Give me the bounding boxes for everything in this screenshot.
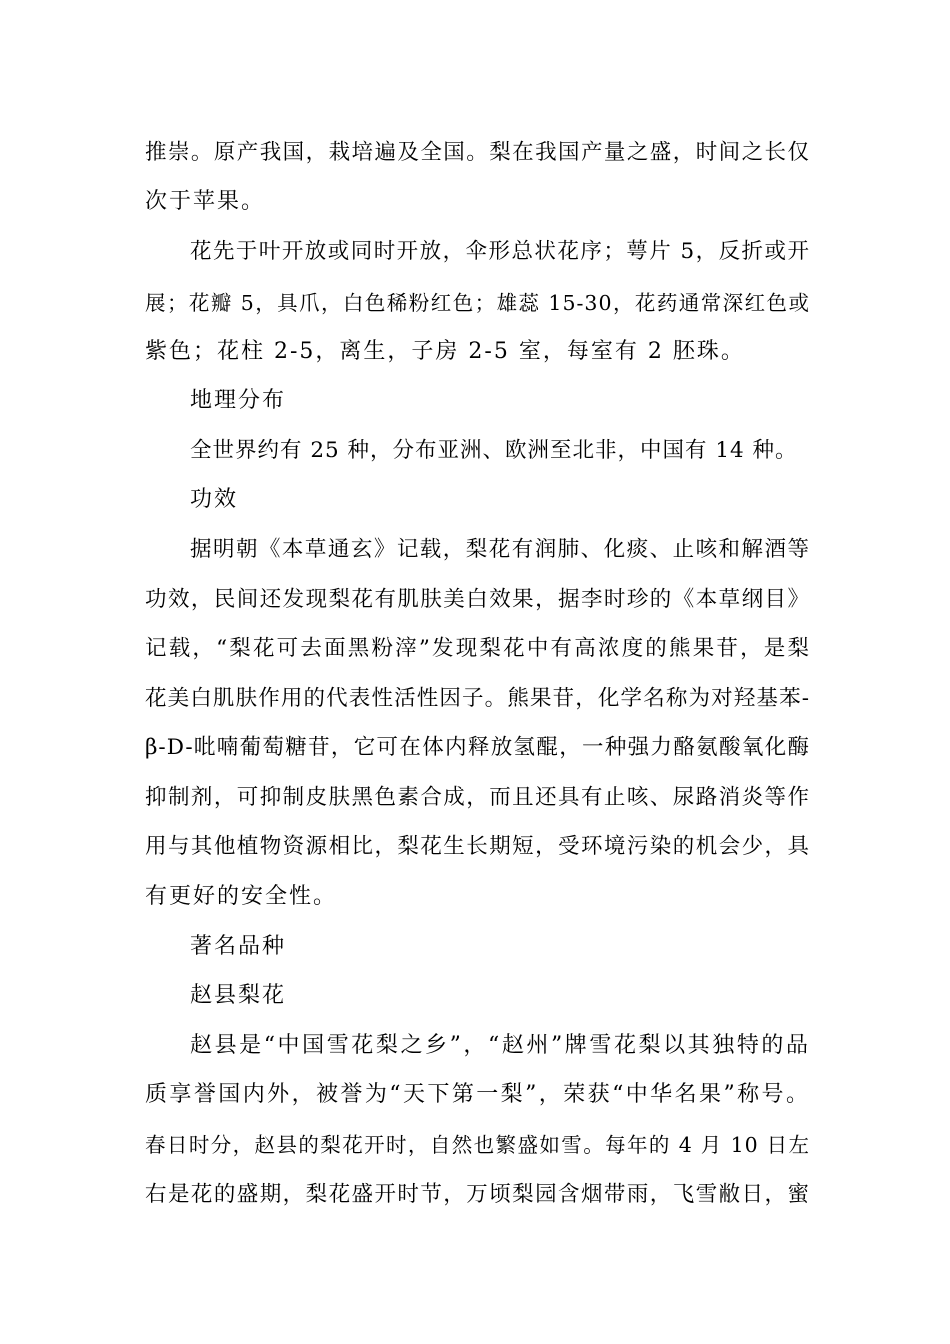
text-line: 有更好的安全性。 (145, 884, 338, 909)
text-line: 推崇。原产我国，栽培遍及全国。梨在我国产量之盛，时间之长仅 (145, 140, 810, 165)
text-line: 右是花的盛期，梨花盛开时节，万顷梨园含烟带雨，飞雪敝日，蜜 (145, 1182, 810, 1207)
text-line: 花美白肌肤作用的代表性活性因子。熊果苷，化学名称为对羟基苯- (145, 686, 810, 711)
text-line: 花先于叶开放或同时开放，伞形总状花序；萼片 5，反折或开 (190, 239, 810, 264)
text-line: 据明朝《本草通玄》记载，梨花有润肺、化痰、止咳和解酒等 (190, 537, 810, 562)
section-heading: 功效 (190, 487, 239, 512)
section-heading: 著名品种 (190, 934, 287, 959)
text-line: 次于苹果。 (145, 189, 266, 214)
text-line: 抑制剂，可抑制皮肤黑色素合成，而且还具有止咳、尿路消炎等作 (145, 785, 810, 810)
text-line: 展；花瓣 5，具爪，白色稀粉红色；雄蕊 15-30，花药通常深红色或 (145, 291, 810, 315)
text-line: 记载，“梨花可去面黑粉滓”发现梨花中有高浓度的熊果苷，是梨 (145, 636, 810, 661)
text-line: 赵县是“中国雪花梨之乡”，“赵州”牌雪花梨以其独特的品 (190, 1033, 810, 1058)
text-line: 紫色；花柱 2-5，离生，子房 2-5 室，每室有 2 胚珠。 (145, 339, 745, 364)
subsection-heading: 赵县梨花 (190, 983, 287, 1008)
text-line: 质享誉国内外，被誉为“天下第一梨”，荣获“中华名果”称号。 (145, 1082, 810, 1107)
section-heading: 地理分布 (190, 388, 287, 413)
text-line: β-D-吡喃葡萄糖苷，它可在体内释放氢醌，一种强力酪氨酸氧化酶 (145, 735, 810, 760)
text-line: 功效，民间还发现梨花有肌肤美白效果，据李时珍的《本草纲目》 (145, 587, 810, 612)
text-line: 用与其他植物资源相比，梨花生长期短，受环境污染的机会少，具 (145, 834, 810, 859)
text-line: 春日时分，赵县的梨花开时，自然也繁盛如雪。每年的 4 月 10 日左 (145, 1133, 810, 1157)
text-line: 全世界约有 25 种，分布亚洲、欧洲至北非，中国有 14 种。 (190, 438, 798, 463)
